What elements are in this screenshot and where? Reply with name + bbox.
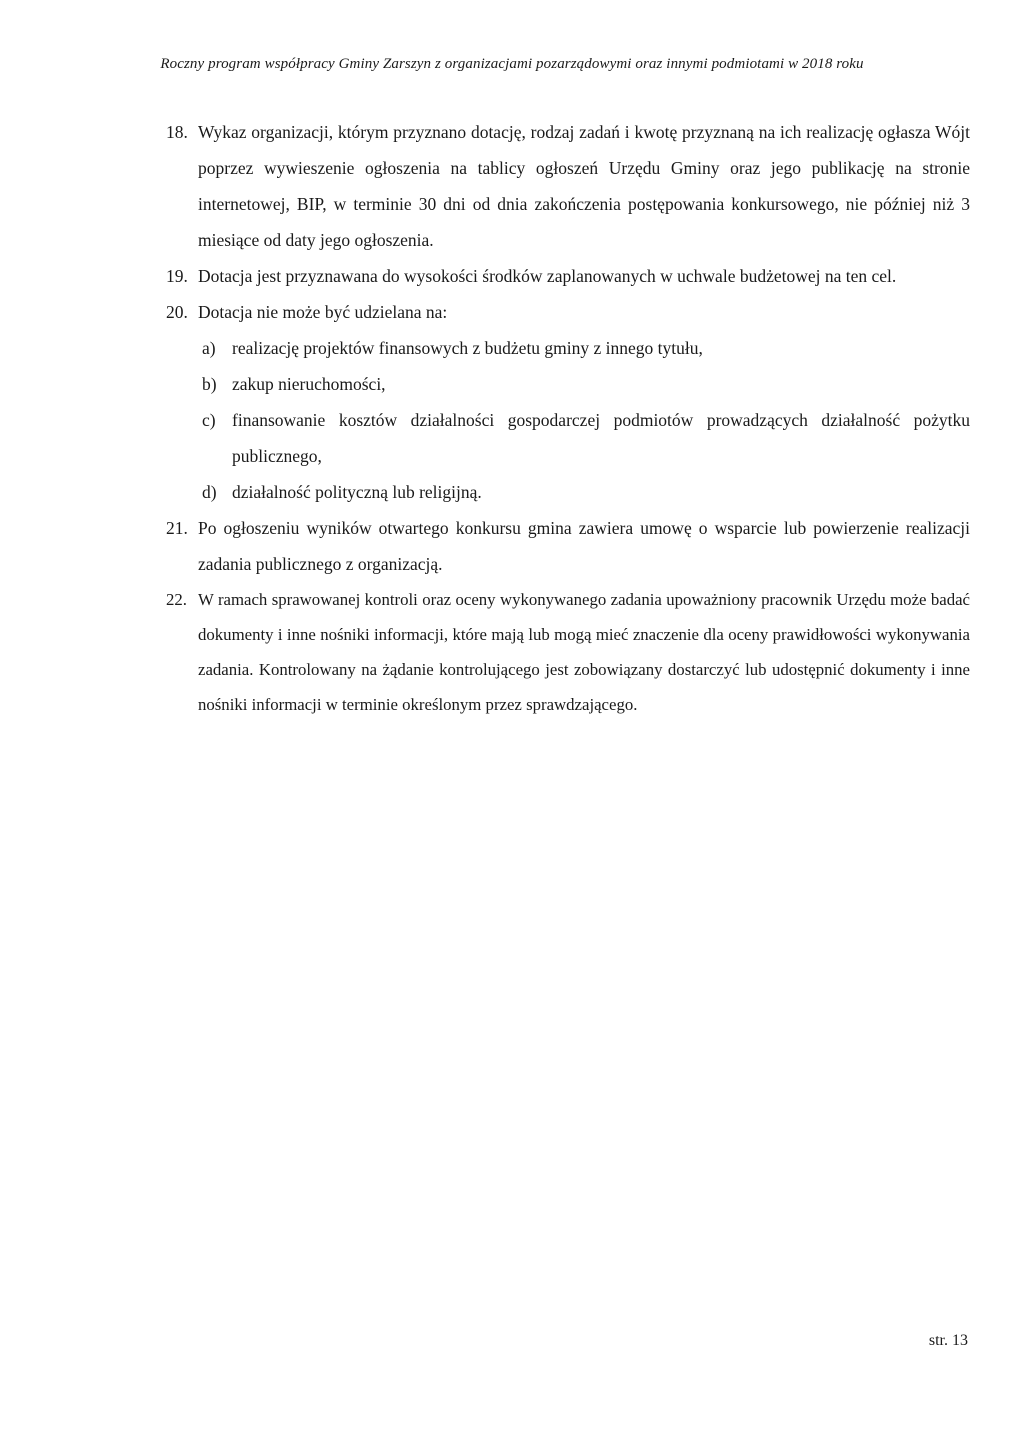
paragraph-number: 22. [166, 590, 187, 609]
paragraph-text: Wykaz organizacji, którym przyznano dotację, rodzaj zadań i kwotę przyznaną na ich realizację ogłasza Wójt poprzez wywieszenie ogłoszenia na tablicy ogłoszeń Urzędu Gminy oraz jego publikację na stronie internetowej, BIP, w terminie 30 dni od dnia zakończenia postępowania konkursowego, nie później niż 3 miesiące od daty jego ogłoszenia. [198, 122, 970, 250]
paragraph-number: 20. [166, 302, 188, 322]
paragraph-text: Dotacja nie może być udzielana na: [198, 302, 448, 322]
list-letter: b) [202, 374, 217, 394]
paragraph-text: Dotacja jest przyznawana do wysokości środków zaplanowanych w uchwale budżetowej na ten cel. [198, 266, 897, 286]
paragraph-text: Po ogłoszeniu wyników otwartego konkursu gmina zawiera umowę o wsparcie lub powierzenie realizacji zadania publicznego z organizacją. [198, 518, 970, 574]
list-item-b [166, 366, 970, 402]
paragraph-number: 21. [166, 518, 188, 538]
paragraph-22 [166, 582, 970, 722]
paragraph-21 [166, 510, 970, 582]
paragraph-number: 19. [166, 266, 188, 286]
paragraph-18 [166, 114, 970, 258]
list-letter: c) [202, 410, 216, 430]
running-header: Roczny program współpracy Gminy Zarszyn z organizacjami pozarządowymi oraz innymi podmiotami w 2018 roku [160, 56, 864, 72]
list-item-text: działalność polityczną lub religijną. [232, 482, 482, 502]
document-body [166, 114, 970, 722]
list-item-text: realizację projektów finansowych z budżetu gminy z innego tytułu, [232, 338, 703, 358]
list-item-a [166, 330, 970, 366]
paragraph-number: 18. [166, 122, 188, 142]
list-letter: d) [202, 482, 217, 502]
list-item-d [166, 474, 970, 510]
list-letter: a) [202, 338, 216, 358]
page-number: str. 13 [928, 1332, 968, 1349]
paragraph-20 [166, 294, 970, 330]
list-item-text: finansowanie kosztów działalności gospodarczej podmiotów prowadzących działalność pożytku publicznego, [232, 410, 970, 466]
paragraph-text: W ramach sprawowanej kontroli oraz oceny wykonywanego zadania upoważniony pracownik Urzędu może badać dokumenty i inne nośniki informacji, które mają lub mogą mieć znaczenie dla oceny prawidłowości wykonywania zadania. Kontrolowany na żądanie kontrolującego jest zobowiązany dostarczyć lub udostępnić dokumenty i inne nośniki informacji w terminie określonym przez sprawdzającego. [198, 590, 970, 714]
list-item-text: zakup nieruchomości, [232, 374, 386, 394]
paragraph-19 [166, 258, 970, 294]
list-item-c [166, 402, 970, 474]
